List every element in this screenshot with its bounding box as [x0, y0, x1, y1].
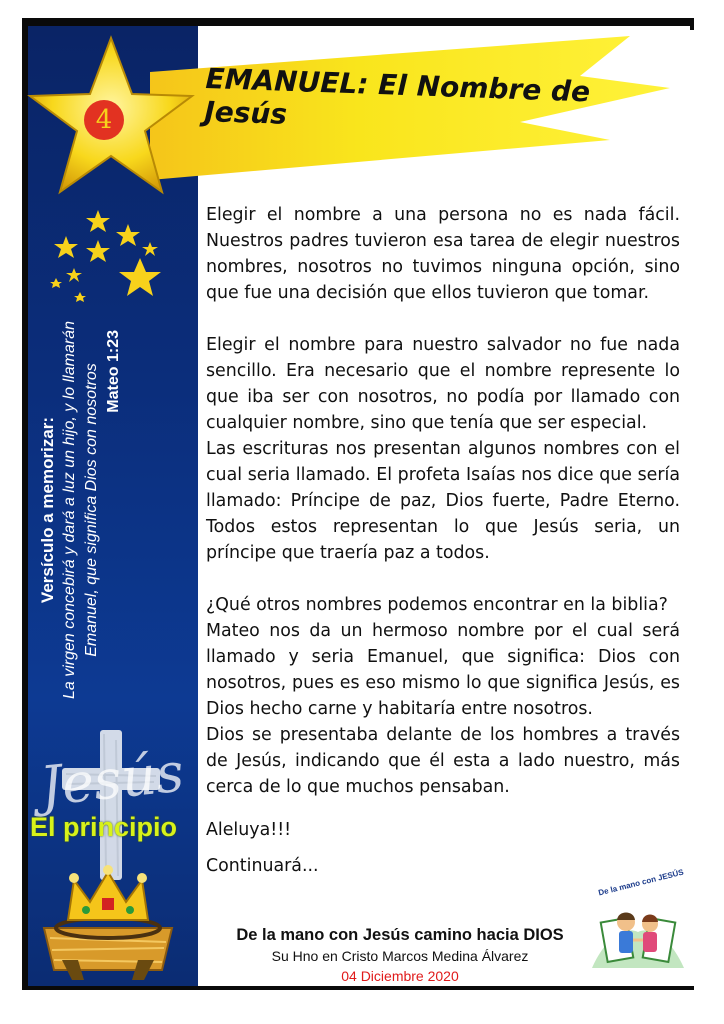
- article-body: [206, 202, 680, 800]
- paragraph: Elegir el nombre para nuestro salvador no fue nada sencillo. Era necesario que el nombre represente lo que iba ser con nosotros, no podía por llamado con cualquier nombre, sino que tenía que ser especial.: [206, 335, 680, 433]
- paragraph: Dios se presentaba delante de los hombres a través de Jesús, indicando que él esta a lado nuestro, más cerca de lo que muchos pensaban.: [206, 725, 680, 797]
- memory-verse-block: [37, 290, 187, 730]
- footer-author: Su Hno en Cristo Marcos Medina Álvarez: [271, 948, 529, 964]
- day-number-badge: 4: [84, 100, 124, 140]
- continuara-text: Continuará...: [206, 856, 319, 876]
- verse-reference: Mateo 1:23: [105, 330, 122, 413]
- frame-top-border: [22, 18, 694, 26]
- footer: [210, 924, 590, 986]
- footer-date: 04 Diciembre 2020: [341, 968, 459, 984]
- paragraph: Las escrituras nos presentan algunos nombres con el cual seria llamado. El profeta Isaías nos dice que sería llamado: Príncipe de paz, Dios fuerte, Padre Eterno. Todos estos representan lo que Jesús seria, un príncipe que traería paz a todos.: [206, 439, 680, 563]
- logo-text: De la mano con JESÚS: [597, 867, 685, 898]
- paragraph: Mateo nos da un hermoso nombre por el cual será llamado y seria Emanuel, que significa: Dios con nosotros, pues es eso mismo lo que significa Jesús, es Dios hecho carne y habitaría entre nosotros.: [206, 621, 680, 719]
- page-title: EMANUEL: El Nombre de Jesús: [203, 62, 591, 131]
- paragraph: Elegir el nombre a una persona no es nada fácil. Nuestros padres tuvieron esa tarea de elegir nuestros nombres, nosotros no tuvimos ninguna opción, sino que fue una decisión que ellos tuvieron que tomar.: [206, 205, 680, 303]
- footer-slogan: De la mano con Jesús camino hacia DIOS: [236, 926, 564, 944]
- crown-manger-icon: [38, 850, 178, 980]
- series-name: El principio: [30, 812, 178, 842]
- verse-title: Versículo a memorizar:: [38, 416, 57, 604]
- paragraph: ¿Qué otros nombres podemos encontrar en la biblia?: [206, 595, 668, 615]
- frame-bottom-border: [22, 986, 694, 990]
- verse-text: La virgen concebirá y dará a luz un hijo, y lo llamarán Emanuel, que significa Dios con nosotros: [61, 321, 100, 699]
- aleluya-text: Aleluya!!!: [206, 820, 292, 840]
- jesus-script-text: Jesús: [37, 740, 187, 819]
- frame-right-border: [690, 18, 694, 30]
